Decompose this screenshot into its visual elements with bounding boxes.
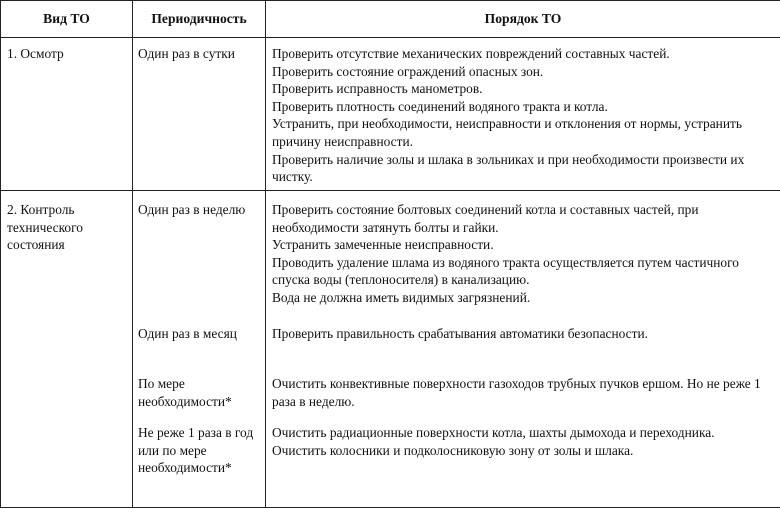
procedure-cell (266, 191, 780, 508)
procedure-step: Устранить, при необходимости, неисправности и отклонения от нормы, устранить причину неисправности. (272, 116, 742, 149)
procedure-steps (266, 191, 780, 325)
procedure-step: Вода не должна иметь видимых загрязнений. (272, 289, 531, 305)
procedure-step: Очистить конвективные поверхности газоходов трубных пучков ершом. Но не реже 1 раза в неделю. (272, 376, 761, 409)
frequency-text: Один раз в сутки (138, 46, 235, 61)
procedure-steps (266, 375, 780, 424)
procedure-step: Очистить колосники и подколосниковую зону от золы и шлака. (272, 442, 634, 458)
procedure-step: Очистить радиационные поверхности котла, шахты дымохода и переходника. (272, 425, 715, 440)
procedure-step: Проверить состояние болтовых соединений котла и составных частей, при необходимости затянуть болты и гайки. (272, 202, 699, 235)
row-type-cell (1, 38, 133, 191)
frequency-text: По мере необходимости* (138, 376, 232, 409)
frequency-cell (133, 191, 266, 508)
procedure-step: Проводить удаление шлама из водяного тракта осуществляется путем частичного спуска воды (теплоносителя) в канализацию. (272, 254, 739, 288)
procedure-steps (266, 325, 780, 375)
procedure-step: Проверить наличие золы и шлака в зольниках и при необходимости произвести их чистку. (272, 151, 745, 185)
procedure-steps (266, 424, 780, 459)
procedure-step: Проверить исправность манометров. (272, 81, 483, 97)
procedure-step: Устранить замеченные неисправности. (272, 237, 494, 253)
frequency-text: Один раз в месяц (138, 326, 237, 341)
header-type: Вид ТО (1, 1, 133, 38)
procedure-cell (266, 38, 780, 191)
table-header-row (1, 1, 780, 38)
frequency-text: Один раз в неделю (138, 202, 246, 217)
row-type: 2. Контроль технического состояния (7, 202, 83, 253)
header-frequency: Периодичность (133, 1, 266, 38)
procedure-step: Проверить отсутствие механических повреждений составных частей. (272, 46, 670, 61)
row-type: 1. Осмотр (7, 46, 64, 61)
table-row (1, 191, 780, 508)
frequency-text: Не реже 1 раза в год или по мере необходимости* (138, 425, 254, 476)
procedure-step: Проверить плотность соединений водяного тракта и котла. (272, 98, 608, 114)
header-procedure: Порядок ТО (266, 1, 780, 38)
frequency-cell (133, 38, 266, 191)
procedure-step: Проверить состояние ограждений опасных зон. (272, 63, 544, 79)
procedure-steps (266, 38, 780, 186)
row-type-cell (1, 191, 133, 508)
table-row (1, 38, 780, 191)
procedure-step: Проверить правильность срабатывания автоматики безопасности. (272, 326, 648, 341)
